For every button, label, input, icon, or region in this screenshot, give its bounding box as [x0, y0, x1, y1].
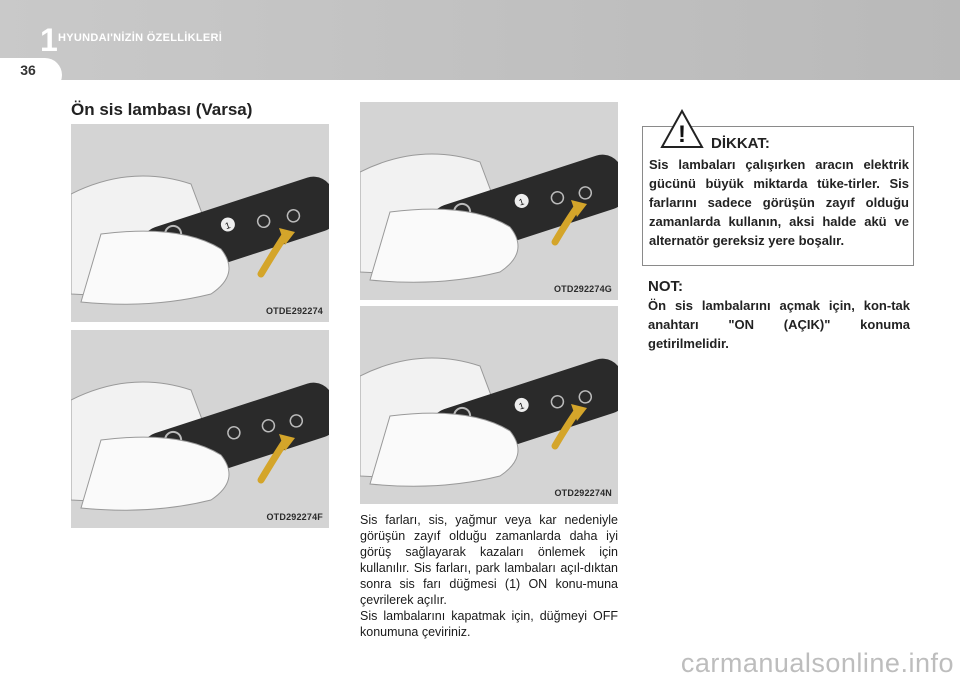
- caution-text: Sis lambaları çalışırken aracın elektrik gücünü büyük miktarda tüke-tirler. Sis farlarını sadece görüşün zayıf olduğu zamanlarda kullanın, aksi halde akü ve alternatör gereksiz yere boşalır.: [649, 157, 909, 248]
- warning-glyph: !: [678, 121, 686, 148]
- figure-d-photo: [360, 306, 618, 504]
- figure-b-photo: [71, 330, 329, 528]
- body-text: [360, 512, 618, 640]
- warning-triangle-icon: [660, 109, 704, 149]
- svg-text:1: 1: [517, 196, 526, 208]
- figure-code-c: OTD292274G: [553, 284, 612, 294]
- body-paragraph-2: Sis lambalarını kapatmak için, düğmeyi OFF konumuna çeviriniz.: [360, 609, 618, 639]
- chapter-title: HYUNDAI'NİZİN ÖZELLİKLERİ: [58, 32, 223, 44]
- figure-c-photo: [360, 102, 618, 300]
- svg-text:1: 1: [223, 220, 232, 232]
- figure-code-b: OTD292274F: [266, 512, 323, 522]
- note-text: Ön sis lambalarını açmak için, kon-tak anahtarı "ON (AÇIK)" konuma getirilmelidir.: [648, 298, 910, 351]
- chapter-number: 1: [40, 22, 58, 58]
- watermark: carmanualsonline.info: [680, 648, 954, 678]
- lever-illustration-icon: [71, 124, 329, 322]
- lever-illustration-icon: [360, 102, 618, 300]
- svg-text:1: 1: [517, 400, 526, 412]
- note-title: NOT:: [648, 278, 683, 295]
- figure-a-photo: [71, 124, 329, 322]
- body-paragraph-1: Sis farları, sis, yağmur veya kar nedeniyle görüşün zayıf olduğu zamanlarda daha iyi görüş sağlayarak kazaları önlemek için kullanılır. Sis farları, park lambaları açıl-dıktan sonra sis farı düğmesi (1) ON konu-muna çevrilerek açılır.: [360, 513, 618, 607]
- caution-box: [642, 121, 914, 266]
- page-number: 36: [20, 62, 36, 78]
- figure-code-a: OTDE292274: [265, 306, 323, 316]
- caution-title: DİKKAT:: [711, 135, 770, 152]
- lever-illustration-icon: [71, 330, 329, 528]
- section-title: Ön sis lambası (Varsa): [71, 100, 253, 119]
- lever-illustration-icon: [360, 306, 618, 504]
- figure-code-d: OTD292274N: [554, 488, 612, 498]
